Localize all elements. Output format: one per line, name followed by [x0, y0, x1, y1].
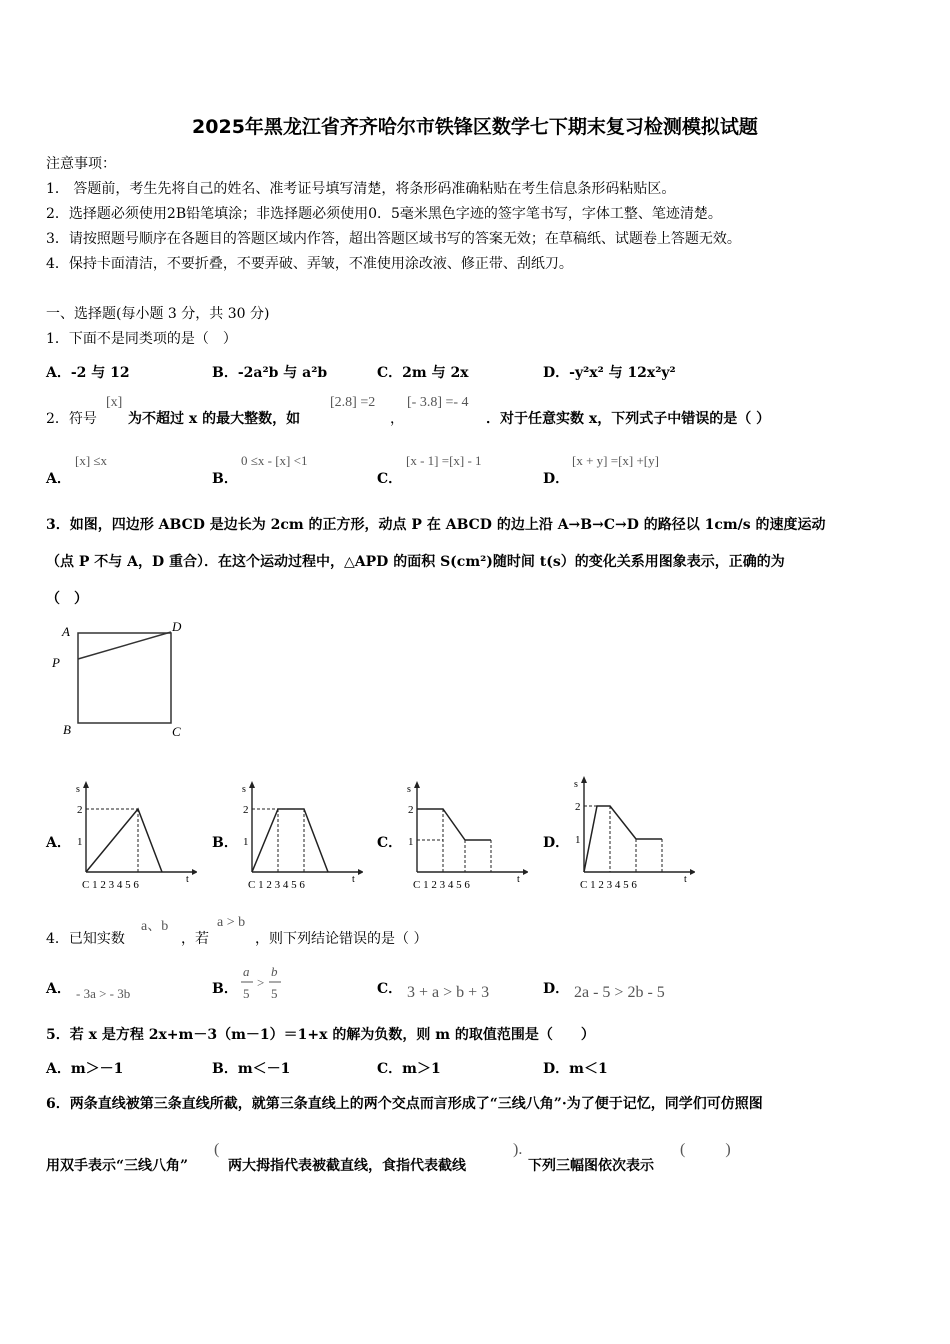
label-c: C	[172, 724, 181, 739]
graph-b-line	[252, 809, 328, 872]
q6-part-3: 下列三幅图依次表示	[528, 1158, 654, 1174]
q5-option-a: A．m＞－1	[46, 1061, 124, 1077]
q2-formula-c: [x - 1] =[x] - 1	[406, 453, 482, 468]
q2-label-b: B．	[212, 471, 238, 487]
q4-vars: a、b	[141, 919, 169, 934]
axis-s: s	[574, 779, 578, 790]
q2-formula-b: 0 ≤x - [x] <1	[241, 453, 308, 468]
q4-label-a: A．	[46, 981, 71, 997]
q4-label-c: C．	[377, 981, 403, 997]
q5-stem: 5．若 x 是方程 2x+m－3（m－1）＝1+x 的解为负数，则 m 的取值范围是（ ）	[46, 1027, 595, 1043]
axis-s: s	[76, 784, 80, 795]
q4-label-b: B．	[212, 981, 238, 997]
q5-option-d: D．m＜1	[543, 1061, 608, 1077]
ytick-1: 1	[77, 836, 83, 848]
q6-paren-close: ).	[513, 1141, 523, 1158]
notes-heading: 注意事项：	[46, 156, 116, 172]
q4-mid: ，若	[181, 931, 209, 947]
label-p: P	[52, 655, 60, 670]
q6-paren-open: (	[214, 1141, 220, 1158]
label-a: A	[62, 624, 70, 639]
q4-option-a: - 3a > - 3b	[76, 986, 131, 1001]
q4-option-c: 3 + a > b + 3	[407, 984, 490, 1001]
square-abcd-figure	[46, 615, 206, 745]
q1-stem: 1．下面不是同类项的是（ ）	[46, 331, 237, 347]
q4-condition: a > b	[217, 915, 246, 930]
q6-line-1: 6．两条直线被第三条直线所截，就第三条直线上的两个交点而言形成了“三线八角”·为了便于记忆，同学们可仿照图	[46, 1096, 763, 1112]
frac1-den: 5	[243, 986, 250, 1001]
q2-formula-d: [x + y] =[x] +[y]	[572, 453, 659, 468]
q2-example-2: [- 3.8] =- 4	[407, 395, 469, 410]
xticks: C 1 2 3 4 5 6	[248, 879, 305, 891]
ytick-2: 2	[243, 804, 249, 816]
axis-t: t	[517, 874, 520, 885]
q4-end: ，则下列结论错误的是（ ）	[255, 931, 428, 947]
q3-line-1: 3．如图，四边形 ABCD 是边长为 2cm 的正方形，动点 P 在 ABCD 的边上沿 A→B→C→D 的路径以 1cm/s 的速度运动	[46, 517, 826, 533]
note-item-2: 2．选择题必须使用2B铅笔填涂；非选择题必须使用0．5毫米黑色字迹的签字笔书写，字体工整、笔迹清楚。	[46, 206, 722, 222]
ytick-2: 2	[408, 804, 414, 816]
q6-part-1: 用双手表示“三线八角”	[46, 1158, 189, 1174]
q3-label-a: A．	[46, 835, 71, 851]
square-outline	[78, 633, 171, 723]
q2-label-c: C．	[377, 471, 403, 487]
graph-option-a	[72, 778, 197, 896]
note-item-4: 4．保持卡面清洁，不要折叠，不要弄破、弄皱，不准使用涂改液、修正带、刮纸刀。	[46, 256, 573, 272]
q2-label-a: A．	[46, 471, 71, 487]
q4-num: 4．已知实数	[46, 931, 125, 947]
q6-answer-paren: ( )	[680, 1141, 731, 1158]
q4-option-d: 2a - 5 > 2b - 5	[574, 984, 665, 1001]
q2-label-d: D．	[543, 471, 570, 487]
q1-option-a: A．-2 与 12	[46, 365, 130, 381]
label-d: D	[172, 619, 182, 634]
axis-t: t	[352, 874, 355, 885]
q4-label-d: D．	[543, 981, 570, 997]
q5-option-c: C．m＞1	[377, 1061, 441, 1077]
q1-option-c: C．2m 与 2x	[377, 365, 469, 381]
section-heading: 一、选择题(每小题 3 分，共 30 分)	[46, 306, 270, 322]
axis-t: t	[684, 874, 687, 885]
q2-symbol: [x]	[106, 395, 123, 410]
ytick-1: 1	[243, 836, 249, 848]
q3-label-b: B．	[212, 835, 238, 851]
graph-d-line	[584, 806, 662, 872]
note-item-1: 1． 答题前，考生先将自己的姓名、准考证号填写清楚，将条形码准确粘贴在考生信息条形码粘贴区。	[46, 181, 676, 197]
graph-option-c	[403, 778, 528, 896]
gt-sign: >	[257, 975, 265, 990]
frac2-num: b	[271, 964, 278, 979]
graph-option-b	[238, 778, 363, 896]
page-title: 2025年黑龙江省齐齐哈尔市铁锋区数学七下期末复习检测模拟试题	[192, 116, 758, 138]
q2-end: ．对于任意实数 x，下列式子中错误的是（ ）	[486, 411, 771, 427]
frac2-den: 5	[271, 986, 278, 1001]
xticks: C 1 2 3 4 5 6	[413, 879, 470, 891]
q3-line-2: （点 P 不与 A，D 重合）．在这个运动过程中，△APD 的面积 S(cm²)随时间 t(s）的变化关系用图象表示，正确的为	[46, 554, 785, 570]
frac1-num: a	[243, 964, 250, 979]
ytick-1: 1	[408, 836, 414, 848]
axis-s: s	[242, 784, 246, 795]
ytick-2: 2	[77, 804, 83, 816]
xticks: C 1 2 3 4 5 6	[580, 879, 637, 891]
q6-part-2: 两大拇指代表被截直线，食指代表截线	[228, 1158, 466, 1174]
graph-a-line	[86, 809, 162, 872]
q2-comma: ，	[390, 411, 404, 427]
note-item-3: 3．请按照题号顺序在各题目的答题区域内作答，超出答题区域书写的答案无效；在草稿纸、试题卷上答题无效。	[46, 231, 741, 247]
q2-num: 2．符号	[46, 411, 97, 427]
axis-t: t	[186, 874, 189, 885]
q3-label-c: C．	[377, 835, 403, 851]
graph-c-line	[417, 809, 491, 840]
ytick-2: 2	[575, 801, 581, 813]
q2-example-1: [2.8] =2	[330, 395, 376, 410]
q1-option-b: B．-2a²b 与 a²b	[212, 365, 328, 381]
segment-pd	[78, 632, 171, 659]
q3-line-3: （ ）	[46, 591, 88, 607]
q1-option-d: D．-y²x² 与 12x²y²	[543, 365, 676, 381]
q5-option-b: B．m＜－1	[212, 1061, 291, 1077]
label-b: B	[63, 722, 71, 737]
xticks: C 1 2 3 4 5 6	[82, 879, 139, 891]
ytick-1: 1	[575, 834, 581, 846]
q4-option-b	[236, 962, 286, 1006]
q3-label-d: D．	[543, 835, 570, 851]
q2-formula-a: [x] ≤x	[75, 453, 108, 468]
axis-s: s	[407, 784, 411, 795]
q2-mid: 为不超过 x 的最大整数，如	[128, 411, 301, 427]
graph-option-d	[570, 773, 695, 891]
